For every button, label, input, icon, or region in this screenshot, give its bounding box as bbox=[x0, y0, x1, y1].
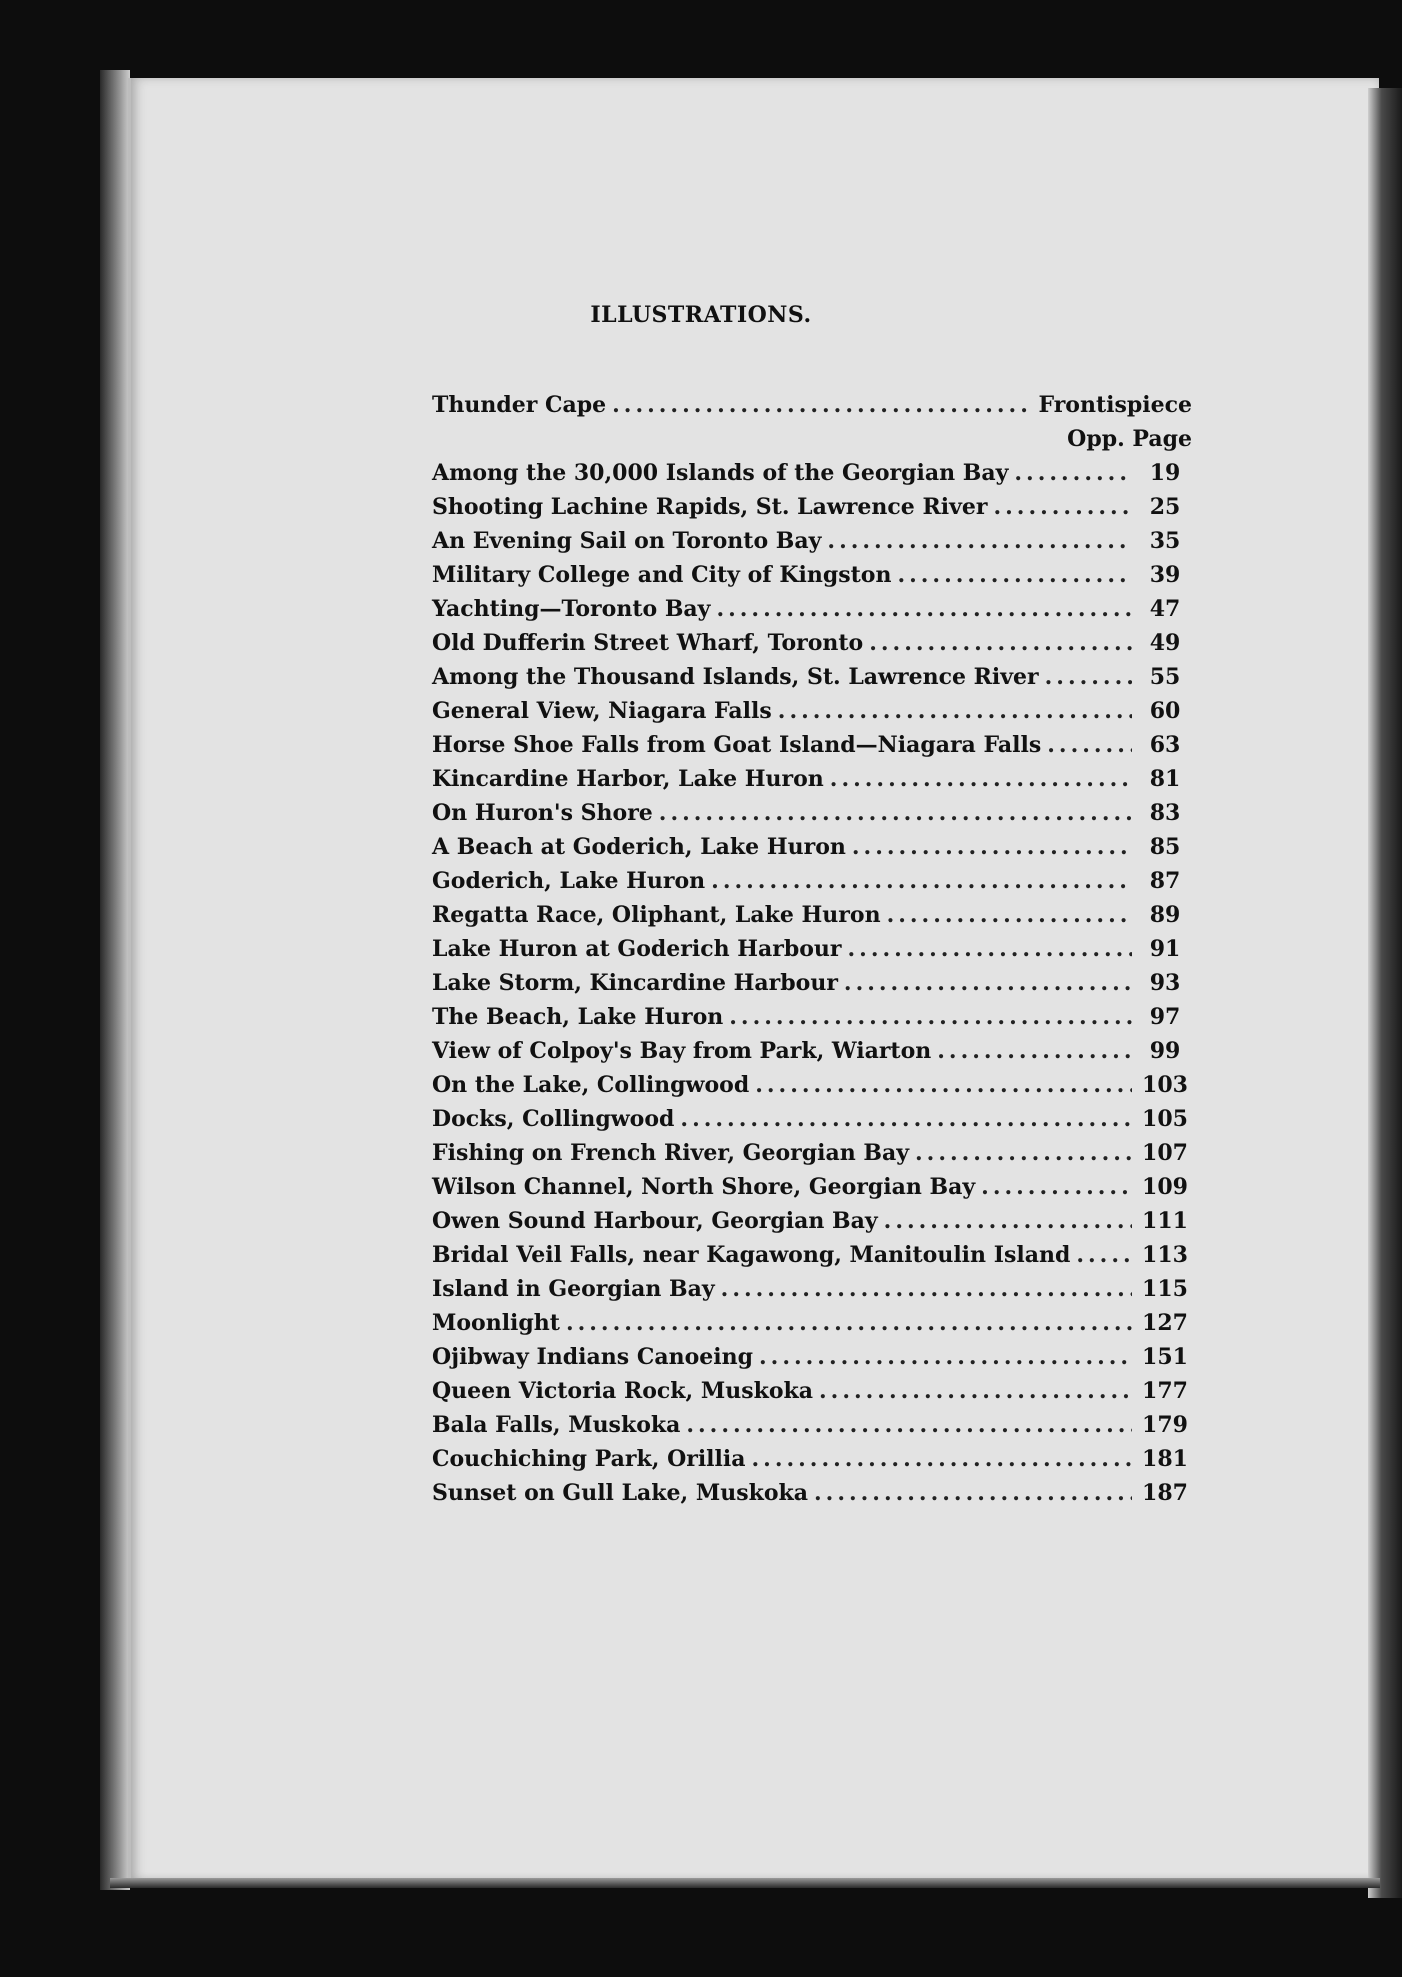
entry-page: 47 bbox=[1149, 596, 1181, 622]
book-binding bbox=[1368, 88, 1402, 1898]
list-item bbox=[432, 898, 1192, 932]
list-item bbox=[432, 524, 1192, 558]
entry-label: General View, Niagara Falls bbox=[432, 698, 772, 724]
list-item bbox=[432, 1068, 1192, 1102]
entry-page: 177 bbox=[1142, 1378, 1188, 1404]
list-item bbox=[432, 762, 1192, 796]
entry-label: Goderich, Lake Huron bbox=[432, 868, 706, 894]
list-item bbox=[432, 1238, 1192, 1272]
leader-dots bbox=[612, 388, 1032, 422]
list-item bbox=[432, 626, 1192, 660]
list-item bbox=[432, 558, 1192, 592]
leader-dots bbox=[1076, 1238, 1132, 1272]
entry-page: 109 bbox=[1142, 1174, 1188, 1200]
entry-label: Bridal Veil Falls, near Kagawong, Manitoulin Island bbox=[432, 1242, 1071, 1268]
leader-dots bbox=[778, 694, 1132, 728]
leader-dots bbox=[716, 592, 1132, 626]
entry-label: An Evening Sail on Toronto Bay bbox=[432, 528, 822, 554]
list-item bbox=[432, 1204, 1192, 1238]
entry-page: 151 bbox=[1142, 1344, 1188, 1370]
entry-page: 187 bbox=[1142, 1480, 1188, 1506]
leader-dots bbox=[852, 830, 1132, 864]
entry-page: 127 bbox=[1142, 1310, 1188, 1336]
entry-label: The Beach, Lake Huron bbox=[432, 1004, 724, 1030]
list-item bbox=[432, 932, 1192, 966]
list-item bbox=[432, 796, 1192, 830]
list-item bbox=[432, 1170, 1192, 1204]
leader-dots bbox=[869, 626, 1132, 660]
list-item bbox=[432, 1340, 1192, 1374]
entry-page: 89 bbox=[1149, 902, 1181, 928]
entry-label: Island in Georgian Bay bbox=[432, 1276, 715, 1302]
entry-page: 85 bbox=[1149, 834, 1181, 860]
list-item bbox=[432, 728, 1192, 762]
entry-page: 115 bbox=[1142, 1276, 1188, 1302]
entry-page: 111 bbox=[1142, 1208, 1188, 1234]
list-item bbox=[432, 1408, 1192, 1442]
entry-page: 181 bbox=[1142, 1446, 1188, 1472]
entry-page: 60 bbox=[1149, 698, 1181, 724]
leader-dots bbox=[1047, 728, 1132, 762]
frontispiece-row bbox=[432, 388, 1192, 422]
entry-label: Among the Thousand Islands, St. Lawrence River bbox=[432, 664, 1039, 690]
entry-page: 113 bbox=[1142, 1242, 1188, 1268]
entry-page: 49 bbox=[1149, 630, 1181, 656]
entry-label: Horse Shoe Falls from Goat Island—Niagara Falls bbox=[432, 732, 1042, 758]
illustrations-list bbox=[432, 388, 1192, 1510]
entry-label: Military College and City of Kingston bbox=[432, 562, 892, 588]
entry-label: Shooting Lachine Rapids, St. Lawrence River bbox=[432, 494, 988, 520]
list-item bbox=[432, 1306, 1192, 1340]
entry-page: 91 bbox=[1149, 936, 1181, 962]
entry-label: On Huron's Shore bbox=[432, 800, 653, 826]
leader-dots bbox=[1014, 456, 1132, 490]
leader-dots bbox=[827, 524, 1132, 558]
entry-page: 55 bbox=[1149, 664, 1181, 690]
entry-page: 179 bbox=[1142, 1412, 1188, 1438]
entry-label: A Beach at Goderich, Lake Huron bbox=[432, 834, 846, 860]
entry-page: 83 bbox=[1149, 800, 1181, 826]
page-title: ILLUSTRATIONS. bbox=[590, 302, 812, 328]
leader-dots bbox=[887, 898, 1132, 932]
entry-label: Bala Falls, Muskoka bbox=[432, 1412, 681, 1438]
list-item bbox=[432, 592, 1192, 626]
entry-page: 81 bbox=[1149, 766, 1181, 792]
entry-label: View of Colpoy's Bay from Park, Wiarton bbox=[432, 1038, 932, 1064]
leader-dots bbox=[755, 1068, 1132, 1102]
entry-page: 35 bbox=[1149, 528, 1181, 554]
list-item bbox=[432, 694, 1192, 728]
entry-label: Among the 30,000 Islands of the Georgian Bay bbox=[432, 460, 1009, 486]
leader-dots bbox=[844, 966, 1132, 1000]
entry-page: 93 bbox=[1149, 970, 1181, 996]
entry-page: 105 bbox=[1142, 1106, 1188, 1132]
entry-label: Lake Huron at Goderich Harbour bbox=[432, 936, 842, 962]
list-item bbox=[432, 864, 1192, 898]
leader-dots bbox=[848, 932, 1132, 966]
entry-label: Lake Storm, Kincardine Harbour bbox=[432, 970, 838, 996]
list-item bbox=[432, 1272, 1192, 1306]
list-item bbox=[432, 1136, 1192, 1170]
leader-dots bbox=[566, 1306, 1132, 1340]
leader-dots bbox=[993, 490, 1132, 524]
column-header: Opp. Page bbox=[1067, 426, 1192, 452]
leader-dots bbox=[680, 1102, 1132, 1136]
entry-label: Thunder Cape bbox=[432, 392, 607, 418]
leader-dots bbox=[819, 1374, 1132, 1408]
entry-page: Frontispiece bbox=[1038, 392, 1192, 418]
leader-dots bbox=[915, 1136, 1132, 1170]
entry-page: 99 bbox=[1149, 1038, 1181, 1064]
leader-dots bbox=[814, 1476, 1132, 1510]
entry-page: 87 bbox=[1149, 868, 1181, 894]
page-bottom-edge bbox=[110, 1878, 1380, 1888]
leader-dots bbox=[721, 1272, 1132, 1306]
leader-dots bbox=[981, 1170, 1132, 1204]
leader-dots bbox=[884, 1204, 1132, 1238]
list-item bbox=[432, 966, 1192, 1000]
list-item bbox=[432, 1034, 1192, 1068]
page-left-edge bbox=[100, 70, 130, 1890]
leader-dots bbox=[752, 1442, 1132, 1476]
list-item bbox=[432, 490, 1192, 524]
list-item bbox=[432, 1442, 1192, 1476]
leader-dots bbox=[937, 1034, 1132, 1068]
entry-page: 25 bbox=[1149, 494, 1181, 520]
entry-label: Kincardine Harbor, Lake Huron bbox=[432, 766, 824, 792]
entry-label: Moonlight bbox=[432, 1310, 560, 1336]
entry-rows bbox=[432, 456, 1192, 1510]
entry-label: Old Dufferin Street Wharf, Toronto bbox=[432, 630, 864, 656]
entry-label: Wilson Channel, North Shore, Georgian Bay bbox=[432, 1174, 976, 1200]
list-item bbox=[432, 1476, 1192, 1510]
entry-page: 63 bbox=[1149, 732, 1181, 758]
leader-dots bbox=[1045, 660, 1132, 694]
entry-page: 97 bbox=[1149, 1004, 1181, 1030]
entry-label: Couchiching Park, Orillia bbox=[432, 1446, 746, 1472]
leader-dots bbox=[729, 1000, 1132, 1034]
entry-label: Ojibway Indians Canoeing bbox=[432, 1344, 753, 1370]
entry-page: 39 bbox=[1149, 562, 1181, 588]
entry-label: Sunset on Gull Lake, Muskoka bbox=[432, 1480, 808, 1506]
leader-dots bbox=[897, 558, 1132, 592]
entry-page: 103 bbox=[1142, 1072, 1188, 1098]
leader-dots bbox=[711, 864, 1132, 898]
entry-label: Queen Victoria Rock, Muskoka bbox=[432, 1378, 814, 1404]
list-item bbox=[432, 1000, 1192, 1034]
list-item bbox=[432, 1102, 1192, 1136]
leader-dots bbox=[759, 1340, 1132, 1374]
entry-label: Owen Sound Harbour, Georgian Bay bbox=[432, 1208, 878, 1234]
entry-label: Regatta Race, Oliphant, Lake Huron bbox=[432, 902, 881, 928]
list-item bbox=[432, 830, 1192, 864]
entry-page: 107 bbox=[1142, 1140, 1188, 1166]
entry-page: 19 bbox=[1149, 460, 1181, 486]
entry-label: Docks, Collingwood bbox=[432, 1106, 675, 1132]
entry-label: On the Lake, Collingwood bbox=[432, 1072, 750, 1098]
list-item bbox=[432, 1374, 1192, 1408]
list-item bbox=[432, 456, 1192, 490]
entry-label: Fishing on French River, Georgian Bay bbox=[432, 1140, 910, 1166]
list-item bbox=[432, 660, 1192, 694]
leader-dots bbox=[659, 796, 1132, 830]
leader-dots bbox=[830, 762, 1132, 796]
leader-dots bbox=[686, 1408, 1132, 1442]
entry-label: Yachting—Toronto Bay bbox=[432, 596, 711, 622]
